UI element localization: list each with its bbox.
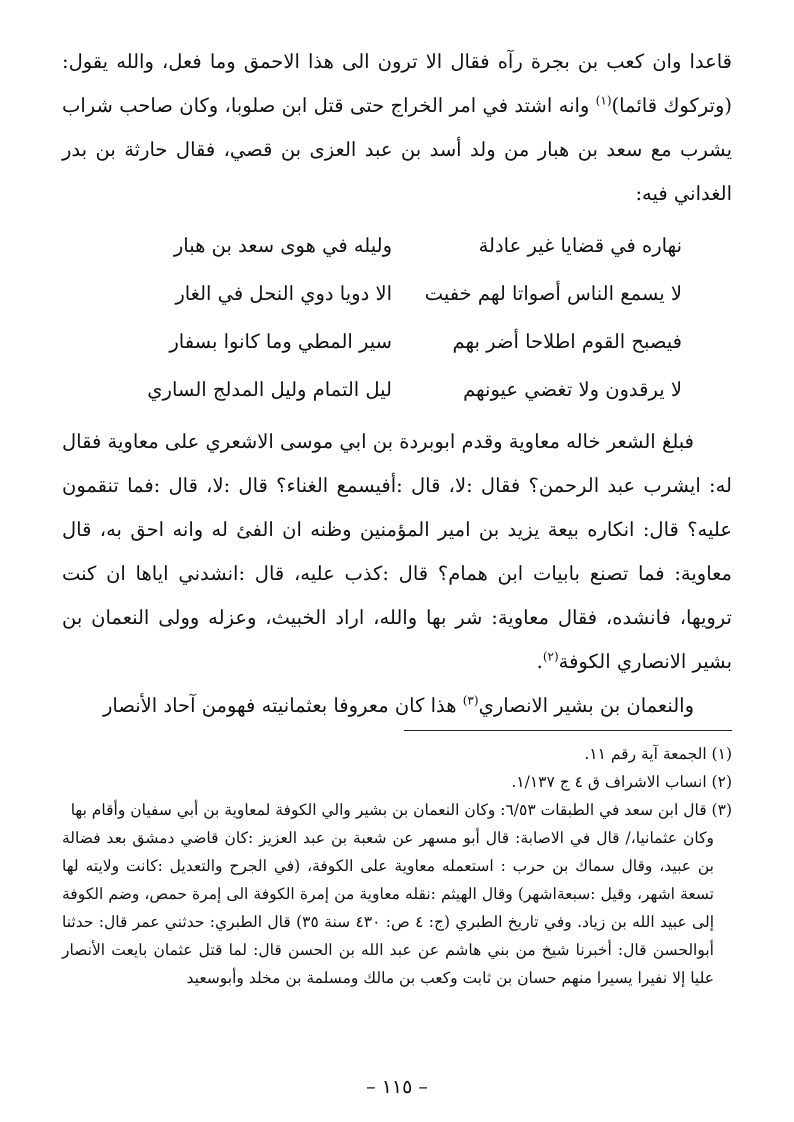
poem-hemistich-1: نهاره في قضايا غير عادلة [478,234,682,257]
poem-line [62,318,732,366]
footnote-separator [404,730,732,731]
poem-hemistich-2: وليله في هوى سعد بن هبار [173,234,392,257]
footnote-1: (١) الجمعة آية رقم ١١. [584,745,732,763]
poem-hemistich-1: لا يسمع الناس أصواتا لهم خفيت [424,282,682,305]
main-text [62,40,732,728]
paragraph-1-text-b: وانه اشتد في امر الخراج حتى قتل ابن صلوبا، وكان صاحب شراب يشرب مع سعد بن هبار من ولد أسد بن عبد العزى بن قصي، فقال حارثة بن بدر الغداني فيه: [62,94,732,205]
footnote-ref-3: (٣) [462,693,479,708]
paragraph-3 [62,684,732,728]
footnotes [62,740,732,992]
poem-line [62,366,732,414]
poem-line [62,222,732,270]
paragraph-2 [62,420,732,684]
footnote-ref-1: (١) [595,93,612,108]
poem-hemistich-2: ليل التمام وليل المدلج الساري [147,378,392,401]
footnote-3: (٣) قال ابن سعد في الطبقات ٦/٥٣: وكان النعمان بن بشير والي الكوفة لمعاوية بن أبي سفيان وأقام بها [70,801,732,819]
footnote-ref-2: (٢) [542,649,559,664]
footnote-2: (٢) انساب الاشراف ق ٤ ج ١/١٣٧. [511,773,732,791]
poem-hemistich-1: لا يرقدون ولا تغضي عيونهم [463,378,682,401]
footnote-3-continuation: وكان عثمانيا،/ قال في الاصابة: قال أبو مسهر عن شعبة بن عبد العزيز :كان قاضي دمشق بعد فضالة بن عبيد، وقال سماك بن حرب : استعمله معاوية على الكوفة، (في الجرح والتعديل :كانت ولايته لها تسعة اشهر، وقيل :سبعةاشهر) وقال الهيثم :نقله معاوية من إمرة الكوفة الى إمرة حمص، وضم الكوفة إلى عبيد الله بن زياد. وفي تاريخ الطبري (ج: ٤ ص: ٤٣٠ سنة ٣٥) قال الطبري: حدثني عمر قال: حدثنا أبوالحسن قال: أخبرنا شيخ من بني هاشم عن عبد الله بن الحسن قال: لما قتل عثمان بايعت الأنصار عليا إلا نفيرا يسيرا منهم حسان بن ثابت وكعب بن مالك ومسلمة بن مخلد وأبوسعيد [62,829,714,987]
poem-hemistich-2: الا دويا دوي النحل في الغار [175,282,392,305]
poem [62,222,732,414]
paragraph-2-end: . [536,650,543,673]
poem-hemistich-2: سير المطي وما كانوا بسفار [169,330,392,353]
paragraph-3-text-b: هذا كان معروفا بعثمانيته فهومن آحاد الأنصار [102,694,463,717]
paragraph-1-text: قاعدا وان كعب بن بجرة رآه فقال الا ترون الى هذا الاحمق وما فعل، والله يقول: (وتركوك قائما) [62,50,732,117]
paragraph-1 [62,40,732,216]
paragraph-2-text: فبلغ الشعر خاله معاوية وقدم ابوبردة بن ابي موسى الاشعري على معاوية فقال له: ايشرب عبد الرحمن؟ فقال :لا، قال :أفيسمع الغناء؟ قال :لا، قال :فما تنقمون عليه؟ قال: انكاره بيعة يزيد بن امير المؤمنين وظنه ان الفئ له وانه احق به، قال معاوية: فما تصنع بابيات ابن همام؟ قال :كذب عليه، قال :انشدني اياها ان كنت ترويها، فانشده، فقال معاوية: شر بها والله، اراد الخبيث، وعزله وولى النعمان بن بشير الانصاري الكوفة [62,430,732,673]
page-number: – ١١٥ – [366,1076,428,1098]
poem-hemistich-1: فيصبح القوم اطلاحا أضر بهم [452,330,682,353]
poem-line [62,270,732,318]
paragraph-3-text: والنعمان بن بشير الانصاري [478,694,694,717]
